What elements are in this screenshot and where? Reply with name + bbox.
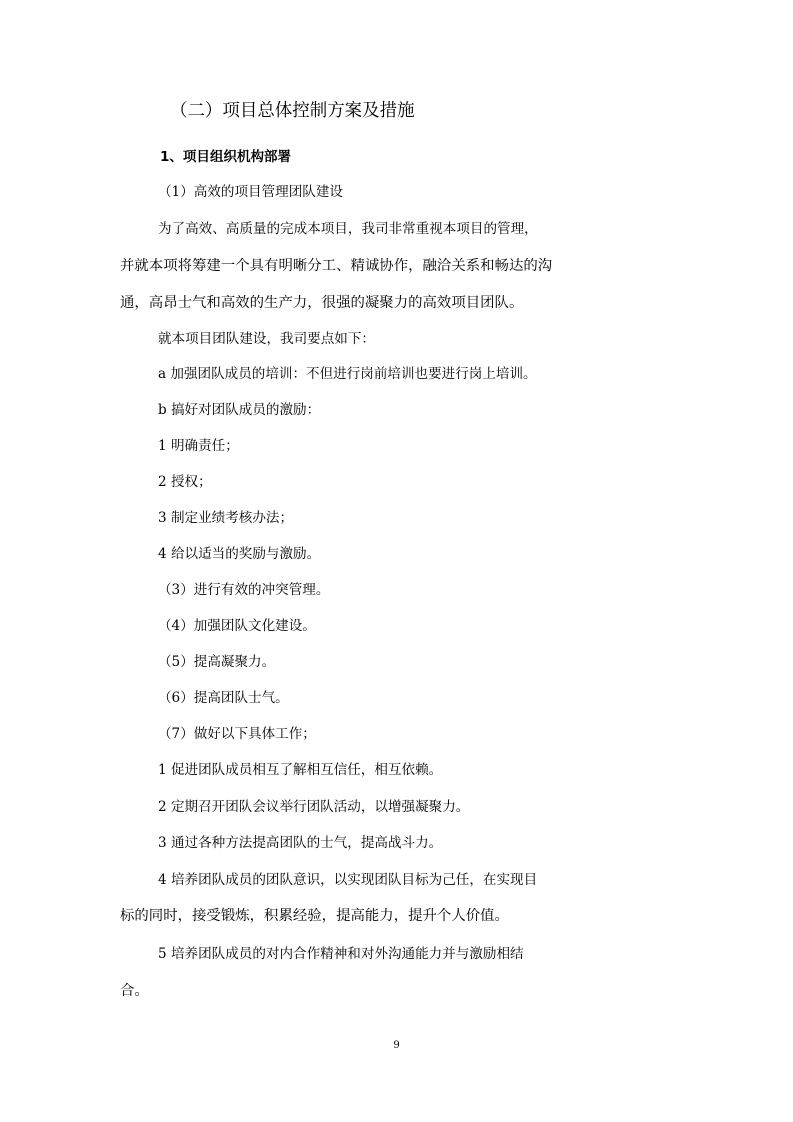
text-line: 1 促进团队成员相互了解相互信任，相互依赖。 [158,762,443,778]
text-line: 2 授权； [158,474,212,490]
text-line: 通，高昂士气和高效的生产力，很强的凝聚力的高效项目团队。 [120,295,524,311]
text-line: （6）提高团队士气。 [158,690,289,706]
text-line: 2 定期召开团队会议举行团队活动，以增强凝聚力。 [158,799,470,815]
text-line: 就本项目团队建设，我司要点如下： [158,331,375,347]
text-line: 合。 [120,983,149,999]
text-line: 并就本项将筹建一个具有明晰分工、精诚协作，融洽关系和畅达的沟 [120,258,553,274]
page-number: 9 [393,1040,400,1051]
text-line: （3）进行有效的冲突管理。 [158,582,330,598]
text-line: 3 制定业绩考核办法； [158,510,294,526]
text-line: （7）做好以下具体工作； [158,726,316,742]
text-line: （5）提高凝聚力。 [158,654,276,670]
text-line: （1）高效的项目管理团队建设 [158,184,343,200]
text-line: 1 明确责任； [158,438,239,454]
text-line: 4 给以适当的奖励与激励。 [158,546,321,562]
text-line: 4 培养团队成员的团队意识，以实现团队目标为己任，在实现目 [158,872,538,888]
text-line: 为了高效、高质量的完成本项目，我司非常重视本项目的管理， [158,221,538,237]
text-line: 5 培养团队成员的对内合作精神和对外沟通能力并与激励相结 [158,946,524,962]
text-line: （4）加强团队文化建设。 [158,618,316,634]
text-line: 3 通过各种方法提高团队的士气，提高战斗力。 [158,835,443,851]
subsection-heading: 1、项目组织机构部署 [160,149,292,165]
section-heading: （二）项目总体控制方案及措施 [170,101,415,121]
text-line: b 搞好对团队成员的激励： [158,402,321,418]
text-line: 标的同时，接受锻炼，积累经验，提高能力，提升个人价值。 [120,908,509,924]
text-line: a 加强团队成员的培训：不但进行岗前培训也要进行岗上培训。 [158,366,537,382]
